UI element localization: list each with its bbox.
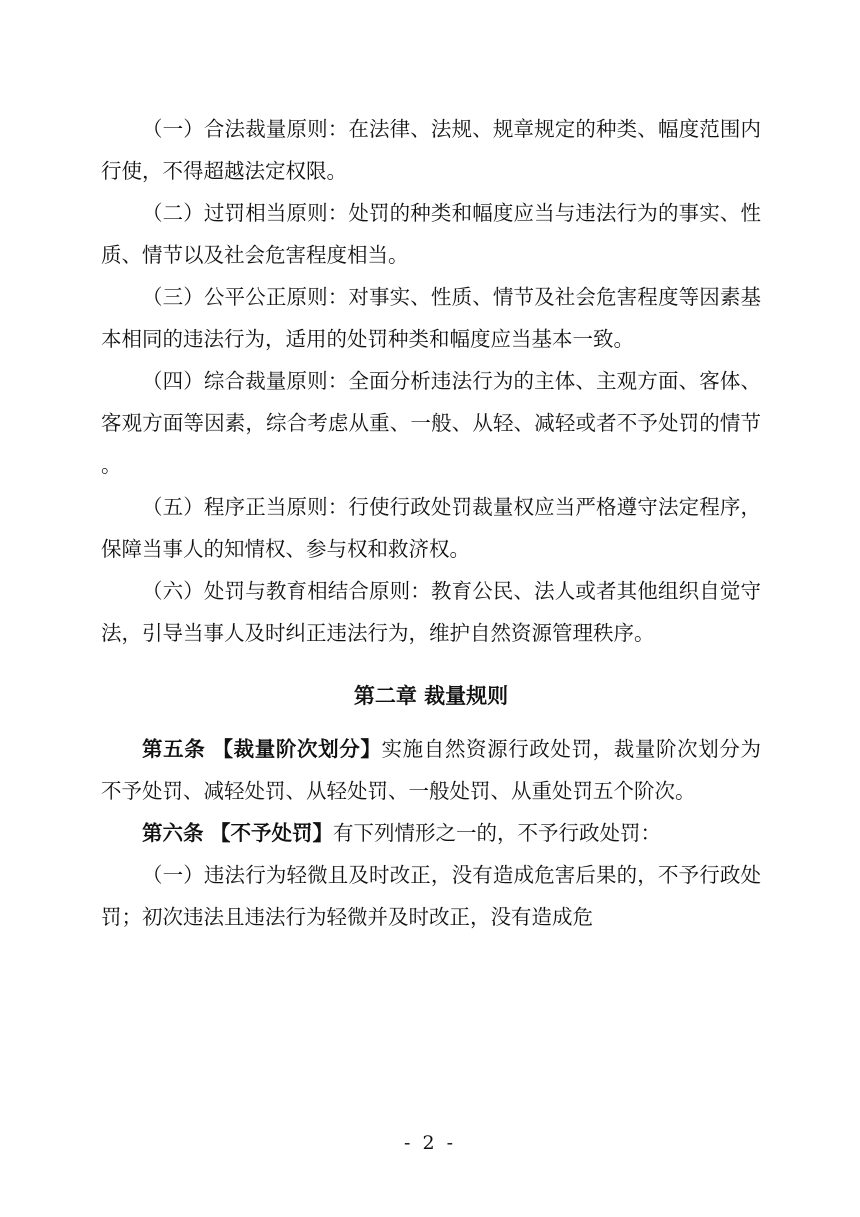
principle-paragraph-fairness: （三）公平公正原则：对事实、性质、情节及社会危害程度等因素基本相同的违法行为，适用的处罚种类和幅度应当基本一致。 [101,285,761,351]
article-6-number: 第六条 [142,821,204,845]
article-6-tag: 【不予处罚】 [210,821,334,845]
principle-paragraph-procedure: （五）程序正当原则：行使行政处罚裁量权应当严格遵守法定程序，保障当事人的知情权、参与权和救济权。 [101,495,761,561]
principle-paragraph-education: （六）处罚与教育相结合原则：教育公民、法人或者其他组织自觉守法，引导当事人及时纠正违法行为，维护自然资源管理秩序。 [101,579,761,645]
article-5-text: 实施自然资源行政处罚，裁量阶次划分为不予处罚、减轻处罚、从轻处罚、一般处罚、从重处罚五个阶次。 [101,737,762,803]
article-6-text: 有下列情形之一的，不予行政处罚： [333,821,662,845]
article-6-paragraph [101,812,761,854]
principle-paragraph-comprehensive: （四）综合裁量原则：全面分析违法行为的主体、主观方面、客体、客观方面等因素，综合考虑从重、一般、从轻、减轻或者不予处罚的情节。 [101,369,761,477]
article-5-number: 第五条 [142,737,206,761]
page-number: - 2 - [403,1132,456,1154]
principle-paragraph-legal: （一）合法裁量原则：在法律、法规、规章规定的种类、幅度范围内行使，不得超越法定权限。 [101,117,761,183]
document-body [101,108,761,938]
article-6-item-1: （一）违法行为轻微且及时改正，没有造成危害后果的，不予行政处罚；初次违法且违法行为轻微并及时改正，没有造成危 [101,863,761,929]
chapter-title: 第二章 裁量规则 [353,684,509,708]
article-5-paragraph [101,728,761,812]
article-5-tag: 【裁量阶次划分】 [212,737,382,761]
principle-paragraph-proportionality: （二）过罚相当原则：处罚的种类和幅度应当与违法行为的事实、性质、情节以及社会危害程度相当。 [101,201,761,267]
